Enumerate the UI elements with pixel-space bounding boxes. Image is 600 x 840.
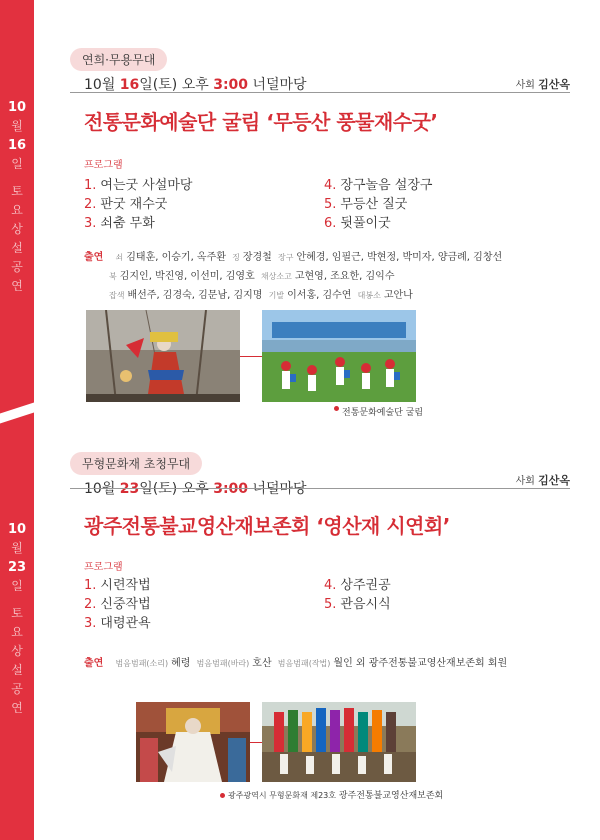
program-text: 대령관욕 [100, 616, 151, 631]
cast-line [84, 248, 584, 267]
cast-block [84, 654, 584, 673]
sidebar-char: 연 [11, 701, 23, 715]
host [516, 76, 570, 92]
program-list-left [84, 176, 192, 233]
program-text: 판굿 재수굿 [100, 197, 168, 212]
program-item [324, 176, 432, 195]
caption-dot [220, 793, 225, 798]
program-text: 관음시식 [340, 597, 391, 612]
cast-names: 김지인, 박진영, 이선미, 김영호 [119, 271, 255, 282]
program-num: 5. [324, 597, 337, 612]
sidebar-char: 토 [11, 184, 23, 198]
program-text: 쇠춤 무화 [100, 216, 155, 231]
program-text: 시련작법 [100, 578, 151, 593]
sidebar-char: 공 [11, 682, 23, 696]
photo-caption: 전통문화예술단 굴림 [342, 408, 424, 418]
date-day: 23 [119, 481, 140, 497]
program-text: 상주권공 [340, 578, 391, 593]
program-list-right [324, 176, 432, 233]
category-tag: 무형문화재 초청무대 [70, 452, 202, 475]
cast-role: 대봉소 [357, 291, 381, 300]
date-weekday: 일(토) 오후 [139, 77, 214, 93]
photo-caption [220, 788, 443, 801]
sidebar-char: 설 [11, 663, 23, 677]
program-item [84, 214, 192, 233]
cast-role: 채상소고 [260, 272, 292, 281]
category-tag: 연희·무용무대 [70, 48, 167, 71]
performance-section-2 [70, 452, 570, 812]
program-item [84, 176, 192, 195]
program-num: 1. [84, 578, 97, 593]
sidebar-month-unit-2: 월 [11, 541, 23, 555]
performance-title: 광주전통불교영산재보존회 ‘영산재 시연회’ [84, 514, 450, 538]
sidebar-date-1 [0, 98, 34, 296]
cast-names: 장경철 [242, 252, 272, 263]
sidebar-char: 설 [11, 241, 23, 255]
cast-names: 고안나 [383, 290, 413, 301]
caption-dot [334, 406, 339, 411]
sidebar-day-1: 16 [7, 138, 27, 153]
sidebar-month-unit-1: 월 [11, 119, 23, 133]
caption-main: 광주전통불교영산재보존회 [338, 791, 444, 801]
cast-names: 안혜경, 임필근, 박현정, 박미자, 양금례, 김창선 [296, 252, 503, 263]
host-role: 사회 [515, 476, 535, 487]
program-num: 1. [84, 178, 97, 193]
program-num: 3. [84, 616, 97, 631]
cast-label: 출연 [84, 658, 104, 669]
cast-names: 고현영, 조요한, 김익수 [294, 271, 395, 282]
program-text: 여는굿 사설마당 [100, 178, 193, 193]
cast-role: 잡색 [109, 291, 125, 300]
program-label: 프로그램 [84, 562, 123, 573]
cast-role: 북 [109, 272, 117, 281]
program-num: 6. [324, 216, 337, 231]
divider [70, 488, 570, 489]
performance-section-1 [70, 48, 570, 428]
sidebar-day-2: 23 [7, 560, 27, 575]
program-list-left [84, 576, 151, 633]
cast-role: 범음범패(작법) [277, 659, 331, 668]
cast-names: 월인 외 광주전통불교영산재보존회 회원 [333, 658, 508, 669]
sidebar-day-unit-1: 일 [11, 157, 23, 171]
cast-line [84, 286, 584, 305]
venue: 너덜마당 [248, 77, 307, 93]
sidebar-day-unit-2: 일 [11, 579, 23, 593]
divider [70, 92, 570, 93]
program-item [324, 576, 391, 595]
program-num: 2. [84, 197, 97, 212]
sidebar-char: 요 [11, 203, 23, 217]
sidebar-char: 연 [11, 279, 23, 293]
sidebar-notch [0, 402, 34, 423]
cast-role: 장구 [278, 253, 294, 262]
cast-names: 김태훈, 이승기, 옥주환 [126, 252, 226, 263]
cast-role: 쇠 [115, 253, 124, 262]
program-item [324, 214, 432, 233]
cast-label: 출연 [84, 252, 104, 263]
date-weekday: 일(토) 오후 [139, 481, 214, 497]
ceremony-photo-2 [262, 702, 416, 782]
date-line [84, 74, 307, 94]
host-name: 김산옥 [538, 78, 570, 91]
sidebar-date-2 [0, 520, 34, 718]
ceremony-photo-1 [136, 702, 250, 782]
program-item [84, 614, 151, 633]
cast-role: 범음범패(소리) [115, 659, 169, 668]
photo-connector [240, 356, 262, 357]
cast-block [84, 248, 584, 305]
program-list-right [324, 576, 391, 614]
program-text: 신중작법 [100, 597, 151, 612]
sidebar-month-1: 10 [7, 100, 27, 115]
cast-names: 혜령 [171, 658, 191, 669]
program-item [324, 195, 432, 214]
program-text: 장구놀음 설장구 [340, 178, 433, 193]
performance-photo-1 [86, 310, 240, 402]
cast-role: 징 [232, 253, 240, 262]
venue: 너덜마당 [248, 481, 307, 497]
date-month: 10월 [84, 77, 120, 93]
program-item [84, 576, 151, 595]
host-role: 사회 [515, 80, 535, 91]
program-item [84, 595, 151, 614]
performance-photo-2 [262, 310, 416, 402]
program-num: 4. [324, 178, 337, 193]
date-day: 16 [119, 77, 140, 93]
cast-role: 기발 [268, 291, 285, 300]
sidebar-char: 토 [11, 606, 23, 620]
host [516, 472, 570, 488]
program-num: 3. [84, 216, 97, 231]
program-item [84, 195, 192, 214]
program-text: 무등산 질굿 [340, 197, 408, 212]
program-num: 4. [324, 578, 337, 593]
program-item [324, 595, 391, 614]
cast-names: 이서홍, 김수연 [287, 290, 352, 301]
caption-prefix: 광주광역시 무형문화재 제23호 [228, 791, 337, 800]
program-label: 프로그램 [84, 160, 123, 171]
cast-names: 배선주, 김경숙, 김문남, 김지명 [127, 290, 263, 301]
photo-connector [250, 742, 262, 743]
date-month: 10월 [84, 481, 120, 497]
cast-role: 범음범패(바라) [196, 659, 250, 668]
sidebar-char: 공 [11, 260, 23, 274]
sidebar-char: 요 [11, 625, 23, 639]
sidebar-char: 상 [11, 222, 23, 236]
cast-names: 호산 [252, 658, 272, 669]
program-num: 5. [324, 197, 337, 212]
date-time: 3:00 [213, 481, 249, 497]
host-name: 김산옥 [538, 474, 570, 487]
date-time: 3:00 [213, 77, 249, 93]
program-num: 2. [84, 597, 97, 612]
cast-line [84, 654, 584, 673]
sidebar-char: 상 [11, 644, 23, 658]
program-text: 뒷풀이굿 [340, 216, 391, 231]
sidebar-month-2: 10 [7, 522, 27, 537]
performance-title: 전통문화예술단 굴림 ‘무등산 풍물재수굿’ [84, 110, 438, 134]
cast-line [84, 267, 584, 286]
